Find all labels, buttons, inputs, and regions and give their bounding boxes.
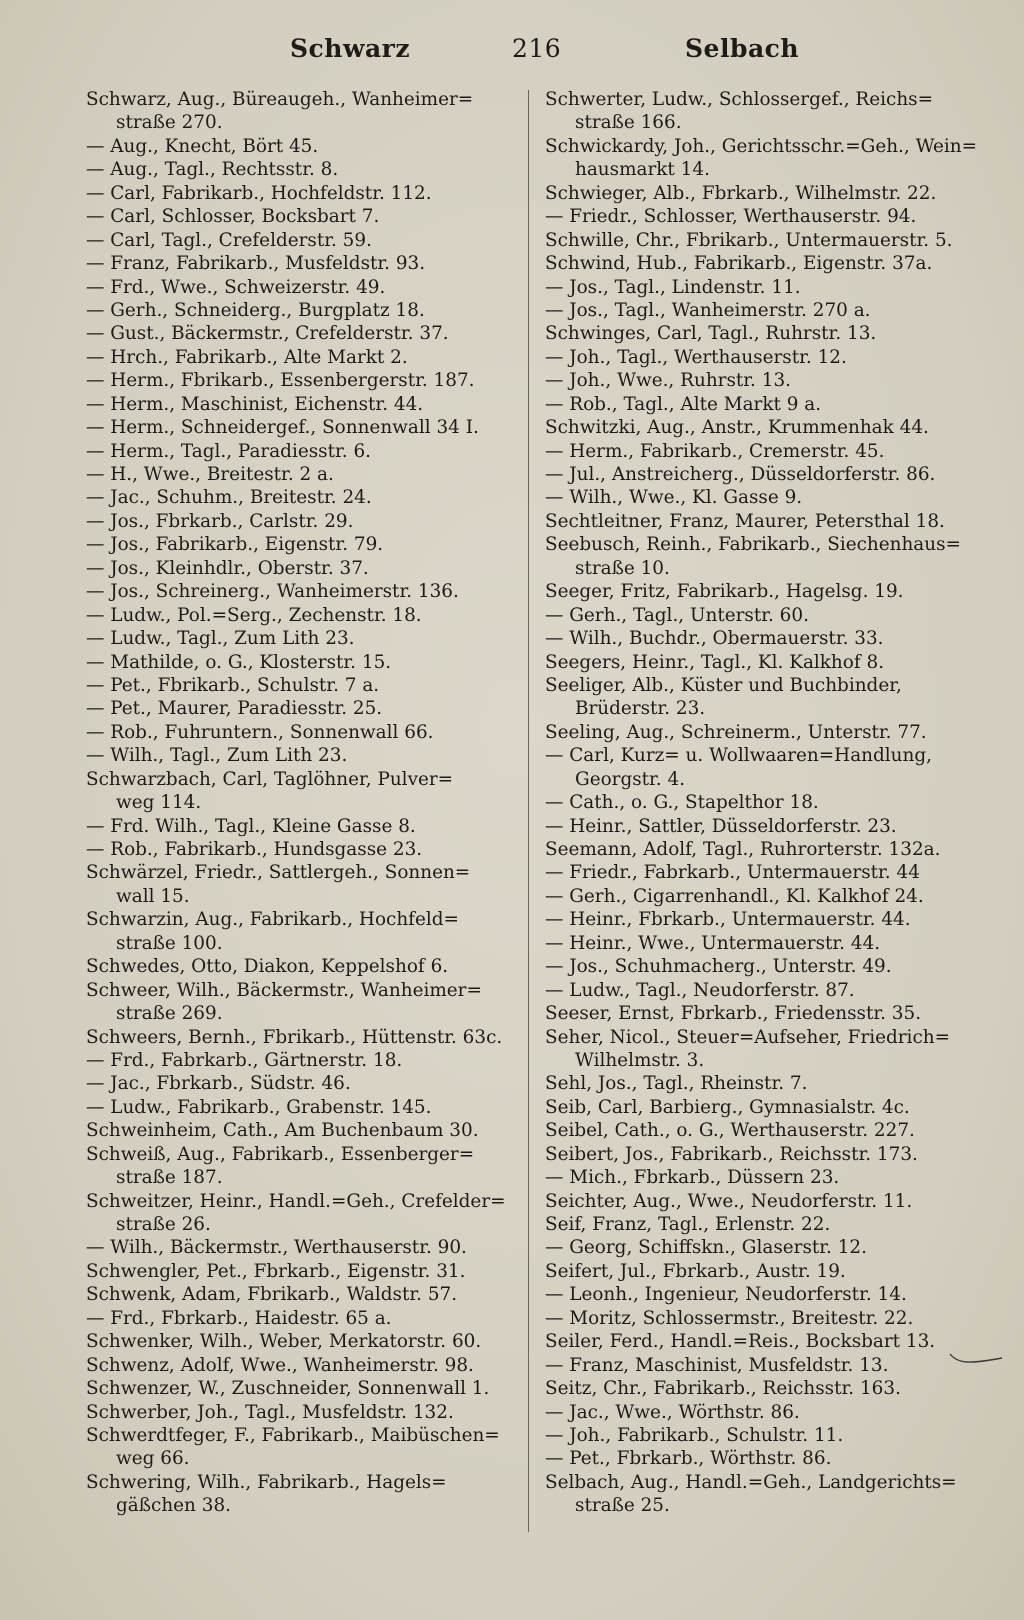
directory-entry: Schwickardy, Joh., Gerichtsschr.=Geh., Wein= xyxy=(545,135,978,157)
entry-continuation-line: Brüderstr. 23. xyxy=(575,698,706,720)
page-header xyxy=(290,34,990,74)
directory-entry: — Ludw., Tagl., Zum Lith 23. xyxy=(86,628,355,650)
directory-entry: — Jos., Tagl., Wanheimerstr. 270 a. xyxy=(545,299,871,321)
directory-entry: — Georg, Schiffskn., Glaserstr. 12. xyxy=(545,1237,867,1259)
directory-entry: Schwarzbach, Carl, Taglöhner, Pulver= xyxy=(86,768,454,790)
directory-entry: Schwarzin, Aug., Fabrikarb., Hochfeld= xyxy=(86,909,459,931)
directory-entry: Seebusch, Reinh., Fabrikarb., Siechenhaus= xyxy=(545,534,961,556)
directory-entry: Schwering, Wilh., Fabrikarb., Hagels= xyxy=(86,1471,447,1493)
directory-entry: — Jac., Wwe., Wörthstr. 86. xyxy=(545,1401,800,1423)
directory-entry: — Jos., Tagl., Lindenstr. 11. xyxy=(545,276,801,298)
directory-entry: Sechtleitner, Franz, Maurer, Petersthal 18. xyxy=(545,510,945,532)
entry-continuation-line: straße 270. xyxy=(116,112,223,134)
entry-continuation-line: Wilhelmstr. 3. xyxy=(575,1049,705,1071)
header-right-keyword: Selbach xyxy=(685,34,800,63)
directory-entry: Seher, Nicol., Steuer=Aufseher, Friedrich= xyxy=(545,1026,950,1048)
directory-entry: — Heinr., Fbrkarb., Untermauerstr. 44. xyxy=(545,909,911,931)
directory-entry: Schwarz, Aug., Büreaugeh., Wanheimer= xyxy=(86,89,474,110)
directory-entry: Schwerber, Joh., Tagl., Musfeldstr. 132. xyxy=(86,1401,454,1423)
directory-entry: Seibel, Cath., o. G., Werthauserstr. 227. xyxy=(545,1120,915,1142)
directory-entry: — Carl, Kurz= u. Wollwaaren=Handlung, xyxy=(545,745,932,767)
directory-entry: — Jos., Fbrkarb., Carlstr. 29. xyxy=(86,510,354,532)
directory-entry: — Ludw., Tagl., Neudorferstr. 87. xyxy=(545,979,855,1001)
directory-entry: — Gerh., Cigarrenhandl., Kl. Kalkhof 24. xyxy=(545,885,924,907)
directory-entry: — Mich., Fbrkarb., Düssern 23. xyxy=(545,1167,840,1189)
directory-entry: — H., Wwe., Breitestr. 2 a. xyxy=(86,464,334,485)
directory-entry: Schwind, Hub., Fabrikarb., Eigenstr. 37a. xyxy=(545,253,933,275)
directory-entry: Seeliger, Alb., Küster und Buchbinder, xyxy=(545,674,902,696)
directory-entry: — Franz, Fabrikarb., Musfeldstr. 93. xyxy=(86,253,426,275)
directory-entry: — Aug., Tagl., Rechtsstr. 8. xyxy=(86,159,339,181)
directory-entry: Schwerdtfeger, F., Fabrikarb., Maibüschen= xyxy=(86,1424,500,1446)
entry-continuation-line: weg 114. xyxy=(116,792,202,814)
directory-entry: Schweers, Bernh., Fbrikarb., Hüttenstr. 63c. xyxy=(86,1026,503,1048)
directory-entry: Schwengler, Pet., Fbrkarb., Eigenstr. 31. xyxy=(86,1260,466,1282)
entry-continuation-line: straße 187. xyxy=(116,1167,223,1189)
directory-entry: — Rob., Tagl., Alte Markt 9 a. xyxy=(545,393,822,415)
directory-entry: Schwärzel, Friedr., Sattlergeh., Sonnen= xyxy=(86,862,471,884)
directory-entry: — Pet., Maurer, Paradiesstr. 25. xyxy=(86,698,383,720)
column-divider xyxy=(528,90,529,1532)
directory-entry: Schwinges, Carl, Tagl., Ruhrstr. 13. xyxy=(545,323,877,345)
directory-entry: Selbach, Aug., Handl.=Geh., Landgerichts= xyxy=(545,1471,957,1493)
directory-entry: Schweinheim, Cath., Am Buchenbaum 30. xyxy=(86,1120,479,1142)
directory-entry: Seib, Carl, Barbierg., Gymnasialstr. 4c. xyxy=(545,1096,910,1118)
directory-entry: Seeser, Ernst, Fbrkarb., Friedensstr. 35. xyxy=(545,1003,922,1025)
directory-entry: — Heinr., Sattler, Düsseldorferstr. 23. xyxy=(545,815,897,837)
directory-entry: — Jul., Anstreicherg., Düsseldorferstr. 86. xyxy=(545,464,936,485)
directory-entry: Seeling, Aug., Schreinerm., Unterstr. 77. xyxy=(545,721,927,743)
directory-entry: — Friedr., Fabrkarb., Untermauerstr. 44 xyxy=(545,862,920,884)
directory-entry: Seifert, Jul., Fbrkarb., Austr. 19. xyxy=(545,1260,846,1282)
directory-entry: — Carl, Tagl., Crefelderstr. 59. xyxy=(86,229,372,251)
directory-entry: — Mathilde, o. G., Klosterstr. 15. xyxy=(86,651,392,673)
directory-entry: — Gerh., Schneiderg., Burgplatz 18. xyxy=(86,299,425,321)
entry-continuation-line: hausmarkt 14. xyxy=(575,159,710,181)
directory-entry: — Jac., Schuhm., Breitestr. 24. xyxy=(86,487,372,509)
directory-entry: Schwenzer, W., Zuschneider, Sonnenwall 1. xyxy=(86,1378,490,1400)
entry-continuation-line: straße 100. xyxy=(116,932,223,954)
directory-entry: — Ludw., Pol.=Serg., Zechenstr. 18. xyxy=(86,604,422,626)
directory-entry: Schwenz, Adolf, Wwe., Wanheimerstr. 98. xyxy=(86,1354,474,1376)
directory-entry: — Carl, Schlosser, Bocksbart 7. xyxy=(86,206,380,228)
directory-entry: — Carl, Fabrikarb., Hochfeldstr. 112. xyxy=(86,182,432,204)
directory-entry: — Jos., Schreinerg., Wanheimerstr. 136. xyxy=(86,581,459,603)
directory-entry: — Gust., Bäckermstr., Crefelderstr. 37. xyxy=(86,323,449,345)
directory-entry: — Jos., Fabrikarb., Eigenstr. 79. xyxy=(86,534,384,556)
directory-entry: — Friedr., Schlosser, Werthauserstr. 94. xyxy=(545,206,917,228)
entry-continuation-line: straße 269. xyxy=(116,1003,223,1025)
entry-continuation-line: straße 26. xyxy=(116,1214,211,1235)
directory-entry: Seibert, Jos., Fabrikarb., Reichsstr. 173. xyxy=(545,1143,918,1165)
directory-entry: Seemann, Adolf, Tagl., Ruhrorterstr. 132a. xyxy=(545,839,941,860)
directory-entry: Seitz, Chr., Fabrikarb., Reichsstr. 163. xyxy=(545,1378,901,1400)
left-column xyxy=(86,88,526,1518)
directory-entry: Schweitzer, Heinr., Handl.=Geh., Crefelder= xyxy=(86,1190,506,1212)
entry-continuation-line: gäßchen 38. xyxy=(116,1495,231,1517)
page-number: 216 xyxy=(512,34,562,63)
directory-entry: — Herm., Schneidergef., Sonnenwall 34 I. xyxy=(86,417,479,439)
directory-entry: — Ludw., Fabrikarb., Grabenstr. 145. xyxy=(86,1096,432,1118)
directory-entry: — Frd., Fbrkarb., Haidestr. 65 a. xyxy=(86,1307,392,1329)
directory-entry: — Frd. Wilh., Tagl., Kleine Gasse 8. xyxy=(86,815,416,837)
directory-entry: Seif, Franz, Tagl., Erlenstr. 22. xyxy=(545,1214,831,1235)
directory-entry: — Pet., Fbrkarb., Wörthstr. 86. xyxy=(545,1448,832,1470)
directory-entry: — Frd., Fabrkarb., Gärtnerstr. 18. xyxy=(86,1049,403,1071)
directory-entry: Schwedes, Otto, Diakon, Keppelshof 6. xyxy=(86,956,449,978)
directory-entry: — Pet., Fbrikarb., Schulstr. 7 a. xyxy=(86,674,380,696)
directory-entry: — Wilh., Tagl., Zum Lith 23. xyxy=(86,745,348,767)
directory-entry: — Jos., Kleinhdlr., Oberstr. 37. xyxy=(86,557,369,579)
directory-entry: — Joh., Fabrikarb., Schulstr. 11. xyxy=(545,1424,844,1446)
directory-entry: Schwerter, Ludw., Schlossergef., Reichs= xyxy=(545,89,934,110)
directory-entry: — Gerh., Tagl., Unterstr. 60. xyxy=(545,604,809,626)
directory-entry: — Aug., Knecht, Bört 45. xyxy=(86,135,319,157)
directory-entry: — Joh., Wwe., Ruhrstr. 13. xyxy=(545,370,791,392)
directory-entry: — Moritz, Schlossermstr., Breitestr. 22. xyxy=(545,1307,914,1329)
directory-entry: — Herm., Maschinist, Eichenstr. 44. xyxy=(86,393,424,415)
entry-continuation-line: straße 25. xyxy=(575,1495,670,1517)
directory-entry: Schwitzki, Aug., Anstr., Krummenhak 44. xyxy=(545,417,929,439)
directory-entry: Schwille, Chr., Fbrikarb., Untermauerstr. 5. xyxy=(545,229,953,251)
directory-entry: Schwieger, Alb., Fbrkarb., Wilhelmstr. 22. xyxy=(545,182,937,204)
header-left-keyword: Schwarz xyxy=(290,34,411,63)
directory-entry: Schweiß, Aug., Fabrikarb., Essenberger= xyxy=(86,1143,475,1165)
entry-continuation-line: Georgstr. 4. xyxy=(575,768,686,790)
directory-entry: — Herm., Tagl., Paradiesstr. 6. xyxy=(86,440,371,462)
directory-entry: — Leonh., Ingenieur, Neudorferstr. 14. xyxy=(545,1284,907,1306)
entry-continuation-line: wall 15. xyxy=(116,885,190,907)
directory-entry: Seiler, Ferd., Handl.=Reis., Bocksbart 13. xyxy=(545,1331,936,1353)
directory-entry: Seichter, Aug., Wwe., Neudorferstr. 11. xyxy=(545,1190,913,1212)
entry-continuation-line: straße 166. xyxy=(575,112,682,134)
directory-entry: — Herm., Fabrikarb., Cremerstr. 45. xyxy=(545,440,885,462)
directory-entry: — Hrch., Fabrikarb., Alte Markt 2. xyxy=(86,346,408,368)
directory-entry: Schwenk, Adam, Fbrikarb., Waldstr. 57. xyxy=(86,1284,458,1306)
directory-entry: — Cath., o. G., Stapelthor 18. xyxy=(545,792,819,814)
directory-entry: — Wilh., Wwe., Kl. Gasse 9. xyxy=(545,487,803,509)
directory-entry: — Herm., Fbrikarb., Essenbergerstr. 187. xyxy=(86,370,475,392)
directory-entry: — Frd., Wwe., Schweizerstr. 49. xyxy=(86,276,386,298)
right-column xyxy=(545,88,990,1518)
entry-continuation-line: straße 10. xyxy=(575,557,670,579)
directory-entry: Schweer, Wilh., Bäckermstr., Wanheimer= xyxy=(86,979,482,1001)
directory-entry: — Wilh., Bäckermstr., Werthauserstr. 90. xyxy=(86,1237,467,1259)
directory-entry: Schwenker, Wilh., Weber, Merkatorstr. 60. xyxy=(86,1331,482,1353)
directory-entry: — Jos., Schuhmacherg., Unterstr. 49. xyxy=(545,956,892,978)
directory-entry: — Heinr., Wwe., Untermauerstr. 44. xyxy=(545,932,881,954)
directory-entry: — Rob., Fuhruntern., Sonnenwall 66. xyxy=(86,721,434,743)
directory-entry: — Franz, Maschinist, Musfeldstr. 13. xyxy=(545,1354,889,1376)
directory-entry: — Rob., Fabrikarb., Hundsgasse 23. xyxy=(86,839,423,860)
pen-mark xyxy=(948,1350,1004,1370)
directory-entry: — Wilh., Buchdr., Obermauerstr. 33. xyxy=(545,628,884,650)
directory-entry: Sehl, Jos., Tagl., Rheinstr. 7. xyxy=(545,1073,808,1095)
directory-entry: Seeger, Fritz, Fabrikarb., Hagelsg. 19. xyxy=(545,581,904,603)
directory-entry: Seegers, Heinr., Tagl., Kl. Kalkhof 8. xyxy=(545,651,885,673)
directory-entry: — Jac., Fbrkarb., Südstr. 46. xyxy=(86,1073,351,1095)
entry-continuation-line: weg 66. xyxy=(116,1448,190,1470)
directory-entry: — Joh., Tagl., Werthauserstr. 12. xyxy=(545,346,847,368)
